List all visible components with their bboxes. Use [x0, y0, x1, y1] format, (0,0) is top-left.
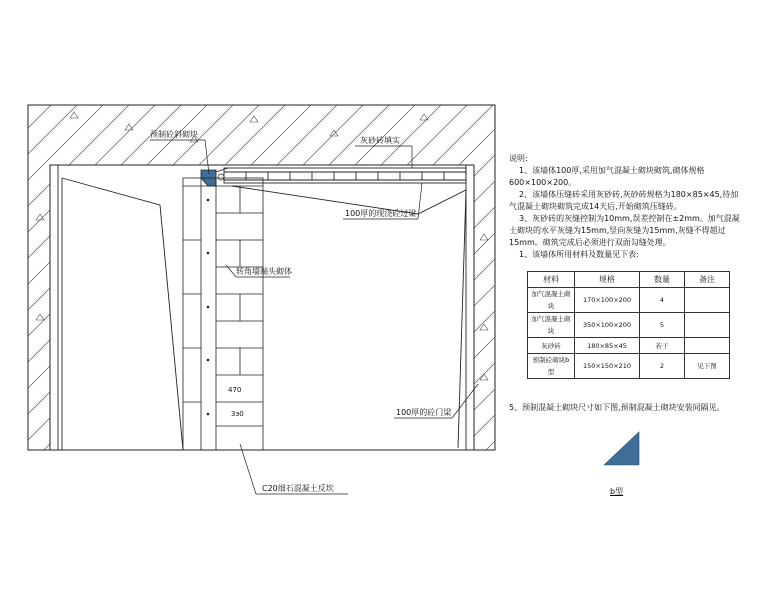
dimension-350: 3э0 — [231, 410, 244, 418]
table-row — [528, 313, 730, 338]
table-cell: 加气混凝土砌块 — [528, 288, 575, 313]
masonry-column — [183, 178, 263, 450]
leader-lines — [150, 140, 478, 494]
table-cell: 170×100×200 — [575, 288, 640, 313]
table-cell: 若干 — [640, 338, 685, 354]
table-cell: 预制砼砌块b型 — [528, 354, 575, 379]
table-row — [528, 288, 730, 313]
notes-item-2: 2、该墙体压缝砖采用灰砂砖,灰砂砖规格为180×85×45,待加气混凝土砌块砌筑完成14天后,开始砌筑压缝砖。 — [509, 190, 739, 211]
label-precast-block: 预制砼斜砌块 — [150, 130, 198, 139]
label-base: C20细石混凝土反坎 — [262, 484, 334, 493]
table-cell — [685, 338, 730, 354]
concrete-frame — [28, 105, 495, 450]
label-lintel: 100厚的现浇砼过梁 — [345, 209, 417, 218]
notes-block — [509, 153, 741, 379]
table-cell — [685, 288, 730, 313]
notes-title: 说明: — [509, 154, 528, 163]
label-door-beam: 100厚的砼门梁 — [396, 408, 452, 417]
table-header: 材料 — [528, 272, 575, 288]
table-cell: 2 — [640, 354, 685, 379]
table-cell: 加气混凝土砌块 — [528, 313, 575, 338]
table-row — [528, 338, 730, 354]
materials-table — [527, 271, 730, 379]
notes-item-1: 1、该墙体100厚,采用加气混凝土砌块砌筑,砌体规格600×100×200。 — [509, 166, 705, 187]
notes-item-4: 1、该墙体所用材料及数量见下表: — [519, 250, 639, 259]
label-mortar-fill: 灰砂砖填实 — [360, 136, 400, 145]
table-header: 数量 — [640, 272, 685, 288]
triangle-b-type-label: b型 — [610, 487, 624, 496]
table-row — [528, 354, 730, 379]
triangle-b-type — [604, 432, 639, 465]
lintel-strip — [224, 168, 466, 183]
table-header: 规格 — [575, 272, 640, 288]
left-plaster-wedge — [62, 178, 183, 450]
table-cell: 350×100×200 — [575, 313, 640, 338]
table-cell: 灰砂砖 — [528, 338, 575, 354]
dimension-470: 470 — [228, 386, 242, 394]
table-cell: 4 — [640, 288, 685, 313]
table-cell: 150×150×210 — [575, 354, 640, 379]
notes-item-3: 3、灰砂砖的灰缝控制为10mm,误差控制在±2mm。加气混凝土砌块的水平灰缝为15mm,竖向灰缝为15mm,灰缝不得超过15mm。砌筑完成后必须进行双面勾缝处理。 — [509, 214, 740, 247]
label-corner-wall: 转角墙端头砌体 — [236, 267, 292, 276]
table-cell — [685, 313, 730, 338]
table-cell: 5 — [640, 313, 685, 338]
notes-item-5: 5、预制混凝土砌块尺寸如下图,预制混凝土砌块安装间隔见。 — [509, 403, 725, 412]
table-cell: 180×85×45 — [575, 338, 640, 354]
table-cell: 见下图 — [685, 354, 730, 379]
table-header-row — [528, 272, 730, 288]
table-header: 备注 — [685, 272, 730, 288]
